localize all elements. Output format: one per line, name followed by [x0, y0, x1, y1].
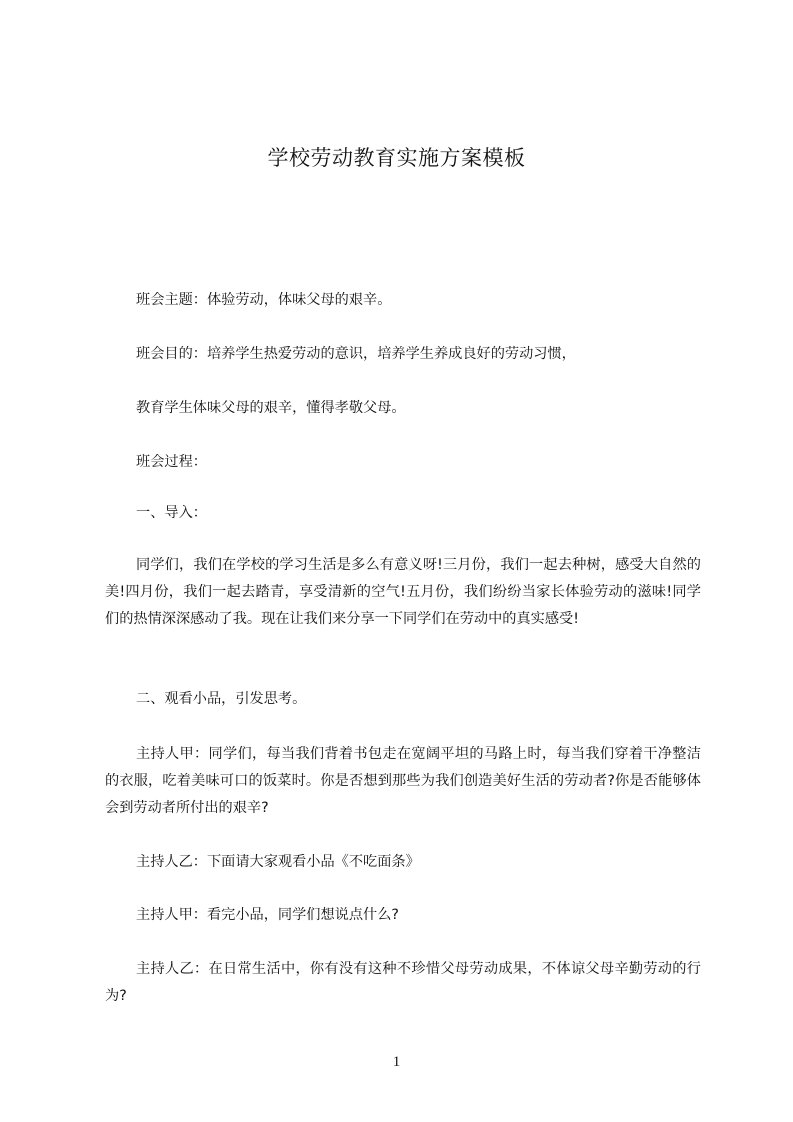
- section-heading-skit: 二、观看小品，引发思考。: [136, 691, 307, 707]
- page-number: 1: [392, 1054, 401, 1070]
- section-heading-intro: 一、导入：: [136, 505, 207, 521]
- paragraph-process: 班会过程：: [136, 454, 207, 470]
- paragraph-host-b-1: 主持人乙：下面请大家观看小品《不吃面条》: [136, 854, 420, 870]
- paragraph-intro-body: 同学们，我们在学校的学习生活是多么有意义呀!三月份，我们一起去种树，感受大自然的美!四月份，我们一起去踏青，享受清新的空气!五月份，我们纷纷当家长体验劳动的滋味!同学们的热情深深感动了我。现在让我们来分享一下同学们在劳动中的真实感受!: [105, 557, 701, 627]
- paragraph-host-a-2: 主持人甲：看完小品，同学们想说点什么?: [136, 907, 399, 923]
- page-title: 学校劳动教育实施方案模板: [267, 146, 526, 170]
- paragraph-host-a-1: 主持人甲：同学们，每当我们背着书包走在宽阔平坦的马路上时，每当我们穿着干净整洁的衣服，吃着美味可口的饭菜时。你是否想到那些为我们创造美好生活的劳动者?你是否能够体会到劳动者所付出的艰辛?: [105, 746, 701, 816]
- paragraph-theme: 班会主题：体验劳动，体味父母的艰辛。: [136, 292, 392, 308]
- paragraph-host-b-2: 主持人乙：在日常生活中，你有没有这种不珍惜父母劳动成果，不体谅父母辛勤劳动的行为?: [105, 961, 701, 1004]
- paragraph-purpose: 班会目的：培养学生热爱劳动的意识，培养学生养成良好的劳动习惯，: [136, 346, 576, 362]
- paragraph-purpose-cont: 教育学生体味父母的艰辛，懂得孝敬父母。: [136, 400, 406, 416]
